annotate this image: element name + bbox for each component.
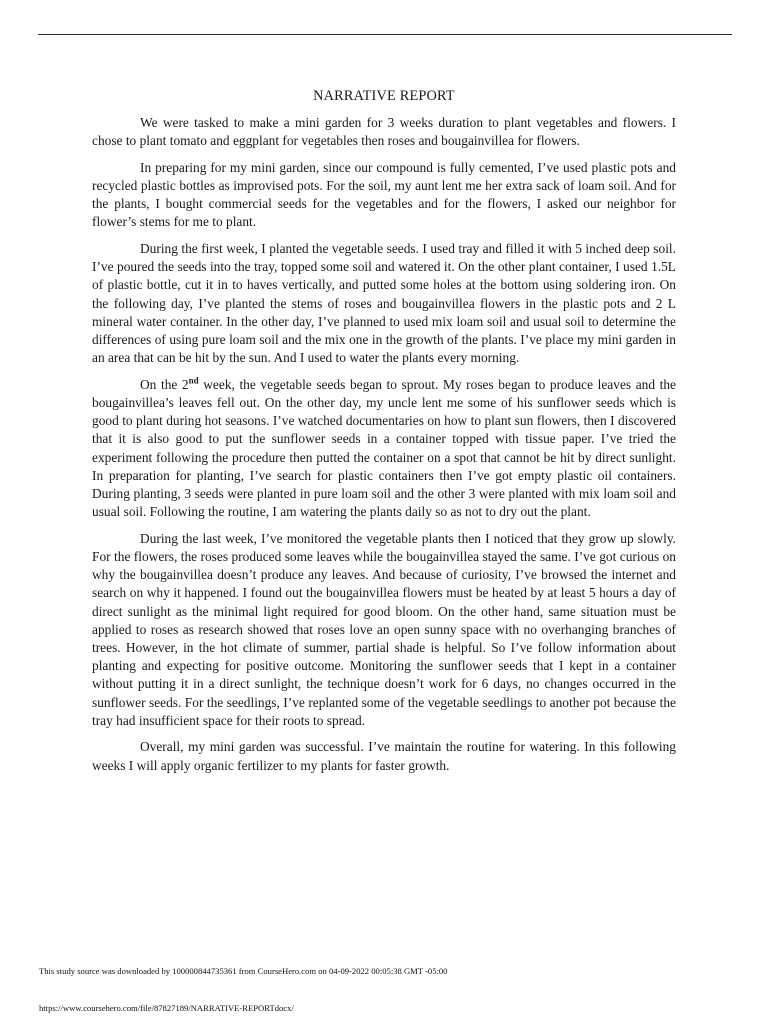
ordinal-superscript: nd bbox=[188, 375, 199, 386]
paragraph-conclusion: Overall, my mini garden was successful. I’ve maintain the routine for watering. In this following weeks I will apply organic fertilizer to my plants for faster growth. bbox=[92, 739, 676, 773]
footer-url[interactable]: https://www.coursehero.com/file/87827189/NARRATIVE-REPORTdocx/ bbox=[39, 1003, 294, 1013]
document-body bbox=[92, 86, 676, 783]
second-week-lead: On the 2 bbox=[140, 376, 189, 392]
paragraph-preparation: In preparing for my mini garden, since our compound is fully cemented, I’ve used plastic pots and recycled plastic bottles as improvised pots. For the soil, my aunt lent me her extra sack of loam soil. And for the plants, I bought commercial seeds for the vegetables and for the flowers, I asked our neighbor for flower’s stems for me to plant. bbox=[92, 159, 676, 230]
second-week-text: week, the vegetable seeds began to sprout. My roses began to produce leaves and the bougainvillea’s leaves fell out. On the other day, my uncle lent me some of his sunflower seeds which is good to plant during hot seasons. I’ve watched documentaries on how to plant sun flowers, then I discovered that it is also good to put the sunflower seeds in a container topped with tissue paper. I’ve tried the experiment following the procedure then putted the container on a spot that cannot be hit by direct sunlight. In preparation for planting, I’ve search for plastic containers then I’ve got empty plastic oil containers. During planting, 3 seeds were planted in pure loam soil and the other 3 were planted with mix loam soil and usual soil. Following the routine, I am watering the plants daily so as not to dry out the plant. bbox=[92, 376, 676, 520]
paragraph-first-week: During the first week, I planted the vegetable seeds. I used tray and filled it with 5 inched deep soil. I’ve poured the seeds into the tray, topped some soil and watered it. On the other plant container, I used 1.5L of plastic bottle, cut it in to haves vertically, and putted some holes at the bottom using soldering iron. On the following day, I’ve planted the stems of roses and bougainvillea flowers in the plastic pots and 2 L mineral water container. In the other day, I’ve planned to used mix loam soil and usual soil to determine the differences of using pure loam soil and the mix one in the growth of the plants. I’ve place my mini garden in an area that can be hit by the sun. And I used to water the plants every morning. bbox=[92, 241, 676, 366]
header-rule bbox=[38, 34, 732, 35]
document-title: NARRATIVE REPORT bbox=[313, 88, 455, 104]
paragraph-intro: We were tasked to make a mini garden for 3 weeks duration to plant vegetables and flowers. I chose to plant tomato and eggplant for vegetables then roses and bougainvillea for flowers. bbox=[92, 115, 676, 149]
footer-source-notice: This study source was downloaded by 100000844735361 from CourseHero.com on 04-09-2022 00:05:38 GMT -05:00 bbox=[39, 966, 448, 976]
paragraph-last-week: During the last week, I’ve monitored the vegetable plants then I noticed that they grow up slowly. For the flowers, the roses produced some leaves while the bougainvillea stayed the same. I’ve got curious on why the bougainvillea doesn’t produce any leaves. And because of curiosity, I’ve browsed the internet and search on why it happened. I found out the bougainvillea flowers must be heated by at least 5 hours a day of direct sunlight as the minimal light required for good bloom. On the other hand, same situation must be applied to roses as research showed that roses love an open sunny space with no overhanging branches of trees. However, in the hot climate of summer, partial shade is helpful. So I’ve follow information about planting and expecting for positive outcome. Monitoring the sunflower seeds that I kept in a container without putting it in a direct sunlight, the technique doesn’t work for 6 days, no changes occurred in the sunflower seeds. For the seedlings, I’ve replanted some of the vegetable seedlings to another pot because the tray had insufficient space for their roots to spread. bbox=[92, 530, 676, 728]
paragraph-second-week bbox=[92, 376, 676, 522]
